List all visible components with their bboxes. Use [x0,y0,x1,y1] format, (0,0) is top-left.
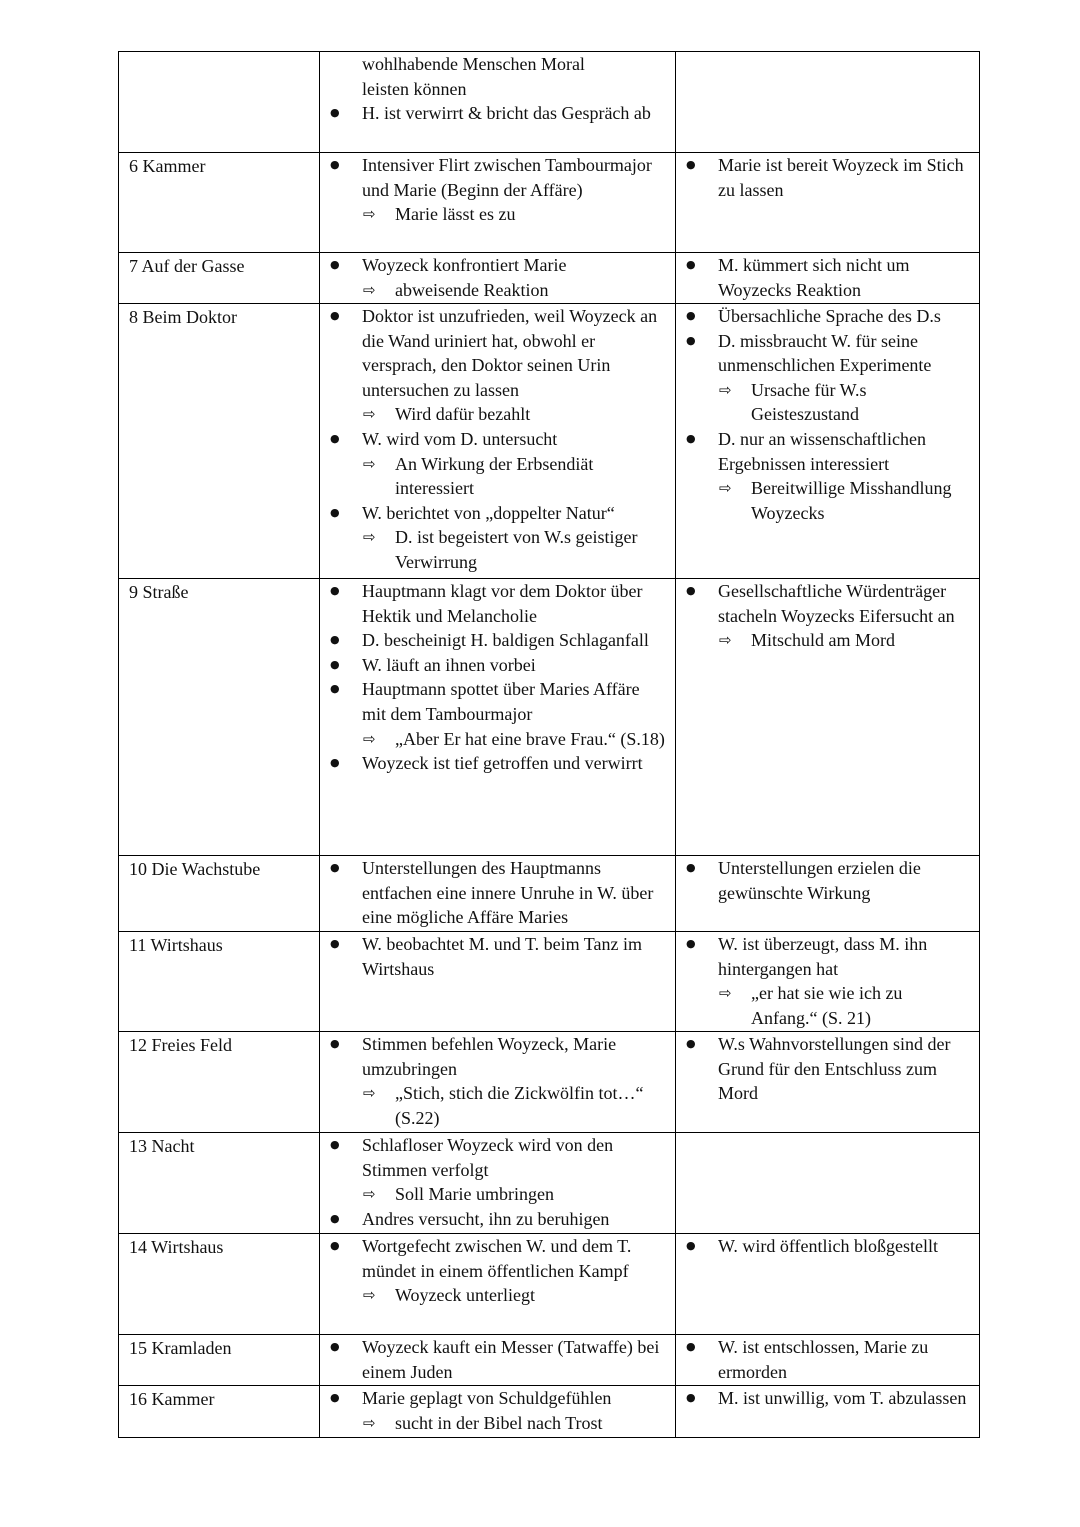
event-item [320,1386,675,1435]
event-item [320,1335,675,1384]
arrow-right-icon: ⇨ [719,631,732,650]
event-list [320,253,675,302]
event-text: Woyzeck ist tief getroffen und verwirrt [362,753,643,774]
notes-cell [676,1133,980,1234]
scene-title: 15 Kramladen [129,1338,232,1358]
notes-cell [676,579,980,856]
event-item [320,932,675,981]
event-text: D. bescheinigt H. baldigen Schlaganfall [362,630,649,651]
table-row [119,579,980,856]
notes-cell [676,1032,980,1133]
event-text: Woyzeck kauft ein Messer (Tatwaffe) bei einem Juden [362,1337,660,1382]
arrow-note [718,628,971,653]
note-item [676,1386,979,1411]
event-item [320,677,675,751]
scene-title: 7 Auf der Gasse [129,256,245,276]
note-list [676,856,979,905]
event-text: W. läuft an ihnen vorbei [362,654,536,675]
arrow-note-text: „er hat sie wie ich zu Anfang.“ (S. 21) [751,983,903,1028]
arrow-note-text: Marie lässt es zu [395,204,516,225]
arrow-right-icon: ⇨ [363,1084,376,1103]
scene-title [129,52,313,53]
event-text: W. beobachtet M. und T. beim Tanz im Wirtshaus [362,934,643,979]
table-row [119,304,980,579]
note-list [676,304,979,525]
event-text: Schlafloser Woyzeck wird von den Stimmen verfolgt [362,1135,614,1180]
scene-cell [119,932,320,1032]
arrow-note [362,1283,667,1308]
note-item [676,932,979,1030]
event-item [320,579,675,628]
notes-cell [676,1335,980,1386]
event-item [320,856,675,930]
events-cell [320,1386,676,1438]
notes-cell [676,1386,980,1438]
scene-title: 10 Die Wachstube [129,859,261,879]
event-text: Woyzeck konfrontiert Marie [362,255,567,275]
arrow-note-text: abweisende Reaktion [395,279,549,300]
arrow-right-icon: ⇨ [719,479,732,498]
scene-title: 12 Freies Feld [129,1035,232,1055]
arrow-note [362,402,667,427]
notes-cell [676,304,980,579]
scene-cell [119,1032,320,1133]
note-item [676,329,979,427]
arrow-note [362,278,667,303]
note-list [676,932,979,1030]
events-cell [320,579,676,856]
arrow-note [362,452,667,501]
note-item [676,1032,979,1106]
table-row [119,1386,980,1438]
scene-cell [119,304,320,579]
events-cell [320,1335,676,1386]
arrow-note [362,202,667,227]
note-item [676,1234,979,1259]
note-text: W. wird öffentlich bloßgestellt [718,1236,938,1256]
events-cell [320,856,676,932]
notes-cell [676,856,980,932]
note-list [676,1032,979,1106]
arrow-note [362,1411,667,1436]
events-cell [320,1234,676,1335]
event-item [320,1133,675,1207]
event-item [320,653,675,678]
table-row [119,1133,980,1234]
event-list [320,932,675,981]
note-item [676,427,979,525]
event-text: Doktor ist unzufrieden, weil Woyzeck an die Wand uriniert hat, obwohl er versprach, den Doktor seinen Urin untersuchen zu lassen [362,306,658,400]
scene-cell [119,253,320,304]
arrow-note-text: sucht in der Bibel nach Trost [395,1412,603,1433]
note-text: Unterstellungen erzielen die gewünschte Wirkung [718,858,921,903]
scene-cell [119,856,320,932]
events-cell [320,932,676,1032]
event-text: Stimmen befehlen Woyzeck, Marie umzubringen [362,1034,617,1079]
arrow-note-text: Soll Marie umbringen [395,1184,554,1205]
arrow-note [718,981,971,1030]
event-item [320,1207,675,1232]
note-list [676,579,979,653]
note-item [676,304,979,329]
arrow-note [362,1081,667,1130]
events-cell [320,304,676,579]
table-row [119,856,980,932]
arrow-right-icon: ⇨ [363,729,376,748]
event-list [320,1032,675,1130]
arrow-right-icon: ⇨ [363,528,376,547]
note-text: Marie ist bereit Woyzeck im Stich zu lassen [718,155,964,200]
note-text: M. kümmert sich nicht um Woyzecks Reaktion [718,255,910,300]
event-list [320,1335,675,1384]
arrow-right-icon: ⇨ [363,454,376,473]
event-item [320,101,675,126]
note-text: M. ist unwillig, vom T. abzulassen [718,1388,967,1408]
notes-cell [676,52,980,153]
note-text: D. missbraucht W. für seine unmenschlichen Experimente [718,330,932,376]
scene-title: 9 Straße [129,582,189,602]
event-item [320,751,675,776]
table-row [119,1234,980,1335]
scene-title: 13 Nacht [129,1136,195,1156]
event-list [320,153,675,227]
event-item [320,628,675,653]
arrow-right-icon: ⇨ [363,280,376,299]
event-item [320,304,675,427]
notes-cell [676,932,980,1032]
event-item [320,1032,675,1130]
arrow-note [718,378,971,427]
event-item [320,153,675,227]
arrow-note-text: Wird dafür bezahlt [395,404,531,425]
notes-cell [676,153,980,253]
note-item [676,1335,979,1384]
event-list [320,304,675,575]
scene-cell [119,1386,320,1438]
event-text: Hauptmann spottet über Maries Affäre mit dem Tambourmajor [362,679,640,724]
table-row [119,153,980,253]
event-list [320,856,675,930]
event-text: H. ist verwirrt & bricht das Gespräch ab [362,103,651,124]
event-text: W. berichtet von „doppelter Natur“ [362,502,615,523]
event-list [320,101,675,126]
note-text: W. ist entschlossen, Marie zu ermorden [718,1337,929,1382]
event-item [320,427,675,501]
continued-text: wohlhabende Menschen Moral [362,54,585,74]
note-item [676,579,979,653]
arrow-right-icon: ⇨ [363,1413,376,1432]
event-text: Wortgefecht zwischen W. und dem T. mündet in einem öffentlichen Kampf [362,1236,632,1281]
arrow-note-text: Mitschuld am Mord [751,630,895,651]
scene-cell [119,579,320,856]
event-text: Unterstellungen des Hauptmanns entfachen eine innere Unruhe in W. über eine mögliche Affäre Maries [362,858,654,928]
scene-cell [119,153,320,253]
events-cell [320,52,676,153]
scene-title: 11 Wirtshaus [129,935,223,955]
note-list [676,1234,979,1259]
note-list [676,253,979,302]
table-body [119,52,980,1438]
scene-cell [119,1234,320,1335]
events-cell [320,153,676,253]
note-item [676,253,979,302]
note-text: Gesellschaftliche Würdenträger stacheln Woyzecks Eifersucht an [718,581,955,626]
arrow-note-text: Ursache für W.s Geisteszustand [751,379,867,425]
arrow-right-icon: ⇨ [363,205,376,224]
event-item [320,1234,675,1308]
table-row [119,52,980,153]
note-text: W.s Wahnvorstellungen sind der Grund für den Entschluss zum Mord [718,1034,951,1104]
continued-text: leisten können [362,78,467,99]
event-text: Andres versucht, ihn zu beruhigen [362,1208,610,1229]
scene-cell [119,1133,320,1234]
table-row [119,932,980,1032]
scene-title: 6 Kammer [129,156,206,176]
arrow-right-icon: ⇨ [363,1286,376,1305]
note-text: D. nur an wissenschaftlichen Ergebnissen interessiert [718,428,926,474]
event-text: Marie geplagt von Schuldgefühlen [362,1388,612,1408]
notes-cell [676,1234,980,1335]
event-item [320,501,675,575]
note-item [676,153,979,202]
note-list [676,153,979,202]
scene-cell [119,1335,320,1386]
table-row [119,1335,980,1386]
scene-title: 14 Wirtshaus [129,1237,224,1257]
scene-title: 16 Kammer [129,1389,215,1409]
table-row [119,253,980,304]
arrow-note-text: An Wirkung der Erbsendiät interessiert [395,453,594,499]
event-item [320,253,675,302]
event-text: W. wird vom D. untersucht [362,428,558,449]
event-list [320,1234,675,1308]
arrow-right-icon: ⇨ [363,405,376,424]
event-list [320,1133,675,1231]
note-list [676,1386,979,1411]
note-text: Übersachliche Sprache des D.s [718,306,941,326]
events-cell [320,253,676,304]
scene-cell [119,52,320,153]
arrow-right-icon: ⇨ [719,380,732,399]
event-text: Hauptmann klagt vor dem Doktor über Hektik und Melancholie [362,581,643,626]
arrow-note [362,1182,667,1207]
arrow-note-text: Bereitwillige Misshandlung Woyzecks [751,478,952,523]
scene-title: 8 Beim Doktor [129,307,237,327]
note-list [676,1335,979,1384]
event-list [320,1386,675,1435]
arrow-right-icon: ⇨ [363,1185,376,1204]
scene-analysis-table [118,51,980,1438]
notes-cell [676,253,980,304]
arrow-note-text: „Stich, stich die Zickwölfin tot…“ (S.22) [395,1083,644,1128]
arrow-note [362,727,667,752]
arrow-note [718,476,971,525]
arrow-right-icon: ⇨ [719,984,732,1003]
note-text: W. ist überzeugt, dass M. ihn hintergangen hat [718,934,928,979]
events-cell [320,1032,676,1133]
arrow-note-text: D. ist begeistert von W.s geistiger Verwirrung [395,527,638,572]
event-text: Intensiver Flirt zwischen Tambourmajor und Marie (Beginn der Affäre) [362,155,652,200]
table-row [119,1032,980,1133]
note-item [676,856,979,905]
events-cell [320,1133,676,1234]
arrow-note [362,525,667,574]
arrow-note-text: „Aber Er hat eine brave Frau.“ (S.18) [395,728,665,749]
event-list [320,579,675,776]
arrow-note-text: Woyzeck unterliegt [395,1285,535,1306]
